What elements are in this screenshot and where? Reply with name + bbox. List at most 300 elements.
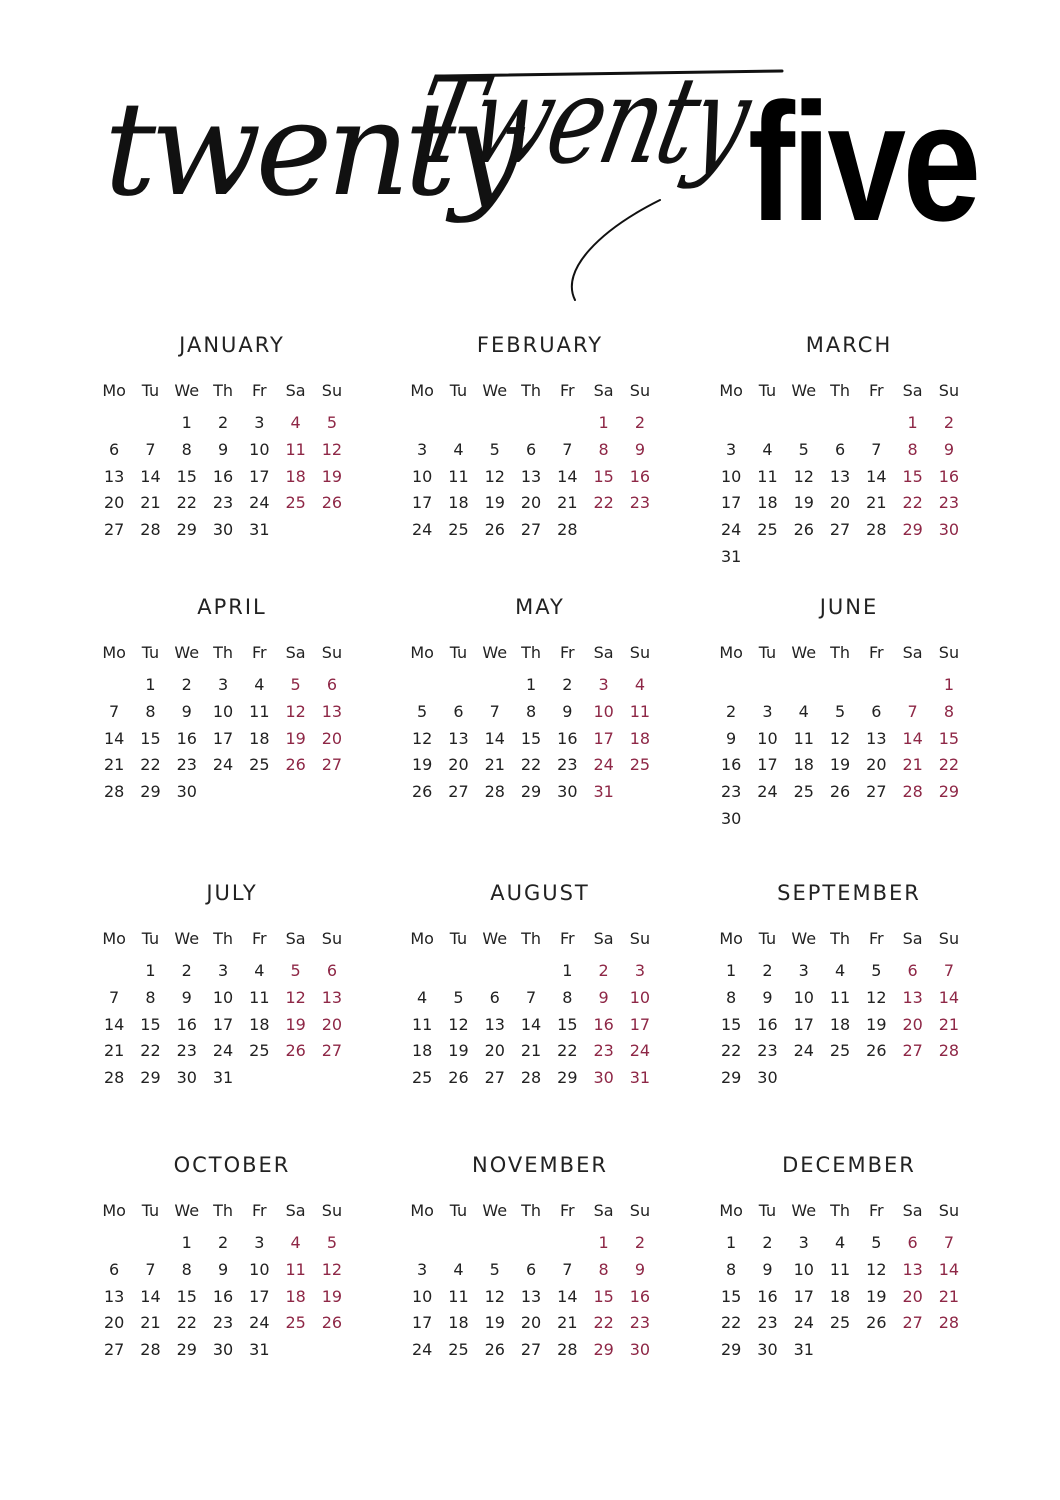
day-cell: 27 bbox=[448, 782, 469, 802]
weekend-day-cell: 6 bbox=[326, 675, 338, 694]
weekend-day-cell: 5 bbox=[290, 961, 301, 980]
weekend-day-cell: 21 bbox=[938, 1286, 960, 1306]
weekend-day-cell: 6 bbox=[326, 961, 338, 980]
day-cell: 30 bbox=[557, 782, 578, 802]
day-cell: 30 bbox=[176, 1068, 197, 1088]
day-cell: 26 bbox=[448, 1068, 469, 1088]
day-cell: 10 bbox=[249, 439, 270, 459]
empty-day-cell bbox=[404, 958, 440, 985]
day-cell: 26 bbox=[793, 520, 814, 540]
day-cell: 8 bbox=[726, 1259, 737, 1279]
day-cell: 30 bbox=[720, 808, 742, 828]
day-cell: 15 bbox=[720, 1286, 742, 1306]
weekend-day-cell: 16 bbox=[629, 1286, 651, 1306]
weekday-header: Sa bbox=[285, 929, 306, 948]
weekend-day-cell: 9 bbox=[598, 987, 609, 1007]
weekend-day-cell: 30 bbox=[938, 520, 960, 540]
day-cell: 14 bbox=[520, 1014, 542, 1034]
day-cell: 12 bbox=[866, 987, 887, 1007]
weekday-header: Th bbox=[830, 643, 850, 662]
weekday-header: Tu bbox=[449, 381, 468, 400]
weekend-day-cell: 11 bbox=[285, 439, 306, 459]
month-may bbox=[404, 592, 676, 806]
weekend-day-cell: 2 bbox=[634, 1233, 646, 1252]
day-cell: 9 bbox=[181, 987, 192, 1007]
day-grid bbox=[713, 958, 985, 1092]
empty-day-cell bbox=[477, 672, 513, 699]
day-cell: 3 bbox=[798, 961, 809, 980]
day-cell: 11 bbox=[829, 987, 851, 1007]
weekday-header: Su bbox=[321, 381, 343, 400]
weekend-day-cell: 16 bbox=[593, 1014, 614, 1034]
day-cell: 13 bbox=[103, 466, 125, 486]
weekend-day-cell: 9 bbox=[634, 439, 646, 459]
day-cell: 19 bbox=[484, 1313, 505, 1333]
weekend-day-cell: 22 bbox=[593, 493, 614, 513]
weekend-day-cell: 19 bbox=[321, 1286, 343, 1306]
weekday-header: We bbox=[174, 929, 200, 948]
day-cell: 9 bbox=[217, 439, 229, 459]
weekend-day-cell: 11 bbox=[285, 1259, 306, 1279]
empty-day-cell bbox=[404, 410, 440, 437]
day-grid bbox=[713, 1230, 985, 1364]
weekday-header: We bbox=[791, 381, 817, 400]
day-cell: 13 bbox=[520, 1286, 542, 1306]
weekend-day-cell: 8 bbox=[943, 701, 955, 721]
day-cell: 7 bbox=[145, 439, 156, 459]
day-cell: 7 bbox=[489, 701, 500, 721]
day-cell: 23 bbox=[757, 1313, 778, 1333]
day-cell: 6 bbox=[834, 439, 846, 459]
day-cell: 25 bbox=[829, 1041, 851, 1061]
day-grid bbox=[404, 672, 676, 806]
weekday-header: Th bbox=[521, 929, 541, 948]
day-cell: 11 bbox=[448, 1286, 469, 1306]
weekday-header-row bbox=[96, 640, 368, 666]
weekday-header: Fr bbox=[560, 643, 575, 662]
day-cell: 24 bbox=[793, 1041, 814, 1061]
day-cell: 21 bbox=[557, 493, 578, 513]
month-june bbox=[713, 592, 985, 833]
weekend-day-cell: 7 bbox=[943, 961, 955, 980]
weekday-header-row bbox=[713, 640, 985, 666]
day-cell: 9 bbox=[562, 701, 573, 721]
day-cell: 29 bbox=[720, 1340, 742, 1360]
weekend-day-cell: 28 bbox=[902, 782, 923, 802]
weekend-day-cell: 18 bbox=[629, 728, 651, 748]
weekend-day-cell: 30 bbox=[629, 1340, 651, 1360]
day-cell: 25 bbox=[829, 1313, 851, 1333]
month-name: JUNE bbox=[819, 595, 879, 619]
weekend-day-cell: 13 bbox=[321, 701, 343, 721]
day-cell: 1 bbox=[181, 1233, 192, 1252]
day-cell: 4 bbox=[453, 1259, 464, 1279]
empty-day-cell bbox=[749, 672, 785, 699]
day-cell: 9 bbox=[217, 1259, 229, 1279]
day-cell: 2 bbox=[726, 701, 737, 721]
day-cell: 4 bbox=[834, 961, 846, 980]
day-cell: 20 bbox=[866, 755, 887, 775]
day-cell: 23 bbox=[212, 1313, 234, 1333]
weekday-header-row bbox=[404, 926, 676, 952]
weekend-day-cell: 9 bbox=[634, 1259, 646, 1279]
day-cell: 22 bbox=[520, 755, 542, 775]
day-grid bbox=[96, 958, 368, 1092]
weekday-header: Th bbox=[213, 381, 233, 400]
day-cell: 30 bbox=[212, 1340, 234, 1360]
day-grid bbox=[96, 410, 368, 544]
weekend-day-cell: 3 bbox=[598, 675, 609, 694]
day-cell: 18 bbox=[448, 1313, 469, 1333]
day-cell: 15 bbox=[140, 1014, 161, 1034]
day-cell: 23 bbox=[557, 755, 578, 775]
weekday-header: We bbox=[174, 643, 200, 662]
weekday-header: Mo bbox=[410, 929, 434, 948]
day-cell: 29 bbox=[176, 1340, 197, 1360]
weekend-day-cell: 22 bbox=[902, 493, 923, 513]
day-cell: 3 bbox=[217, 961, 229, 980]
empty-day-cell bbox=[132, 410, 168, 437]
month-september bbox=[713, 878, 985, 1092]
empty-day-cell bbox=[404, 1230, 440, 1257]
weekend-day-cell: 26 bbox=[321, 1313, 343, 1333]
weekday-header: Tu bbox=[449, 1201, 468, 1220]
day-cell: 6 bbox=[109, 1259, 120, 1279]
weekday-header: Mo bbox=[102, 1201, 126, 1220]
weekend-day-cell: 27 bbox=[902, 1313, 923, 1333]
weekday-header: Tu bbox=[141, 1201, 160, 1220]
day-cell: 7 bbox=[145, 1259, 156, 1279]
weekday-header: Mo bbox=[102, 929, 126, 948]
day-cell: 16 bbox=[176, 1014, 197, 1034]
month-name: JULY bbox=[206, 881, 258, 905]
day-cell: 16 bbox=[176, 728, 197, 748]
day-cell: 20 bbox=[484, 1041, 505, 1061]
day-cell: 5 bbox=[798, 439, 809, 459]
day-cell: 26 bbox=[484, 520, 505, 540]
weekday-header-row bbox=[96, 926, 368, 952]
weekday-header: Su bbox=[938, 929, 960, 948]
day-cell: 19 bbox=[411, 755, 433, 775]
weekday-header: Sa bbox=[285, 643, 306, 662]
day-cell: 3 bbox=[254, 413, 265, 432]
day-cell: 16 bbox=[720, 755, 742, 775]
empty-day-cell bbox=[786, 410, 822, 437]
day-cell: 17 bbox=[411, 493, 433, 513]
day-cell: 25 bbox=[249, 755, 270, 775]
day-cell: 10 bbox=[720, 466, 742, 486]
empty-day-cell bbox=[786, 672, 822, 699]
weekday-header-row bbox=[713, 378, 985, 404]
empty-day-cell bbox=[549, 410, 585, 437]
weekend-day-cell: 20 bbox=[902, 1286, 923, 1306]
weekend-day-cell: 20 bbox=[321, 1014, 343, 1034]
weekend-day-cell: 1 bbox=[598, 1233, 609, 1252]
weekend-day-cell: 24 bbox=[593, 755, 614, 775]
day-cell: 6 bbox=[489, 987, 500, 1007]
weekday-header: Tu bbox=[758, 381, 777, 400]
month-name: JANUARY bbox=[179, 333, 285, 357]
day-cell: 17 bbox=[720, 493, 742, 513]
day-cell: 31 bbox=[249, 520, 270, 540]
day-cell: 18 bbox=[829, 1014, 851, 1034]
weekday-header: Fr bbox=[869, 643, 884, 662]
day-cell: 10 bbox=[411, 466, 433, 486]
day-cell: 12 bbox=[448, 1014, 469, 1034]
day-cell: 11 bbox=[411, 1014, 433, 1034]
day-cell: 4 bbox=[453, 439, 464, 459]
day-cell: 1 bbox=[525, 675, 537, 694]
weekend-day-cell: 13 bbox=[902, 987, 923, 1007]
day-cell: 14 bbox=[557, 466, 578, 486]
month-name: NOVEMBER bbox=[472, 1153, 608, 1177]
day-cell: 5 bbox=[417, 701, 428, 721]
day-grid bbox=[96, 672, 368, 806]
weekend-day-cell: 25 bbox=[285, 1313, 306, 1333]
day-cell: 8 bbox=[726, 987, 737, 1007]
day-cell: 27 bbox=[520, 520, 542, 540]
day-cell: 13 bbox=[520, 466, 542, 486]
empty-day-cell bbox=[749, 410, 785, 437]
empty-day-cell bbox=[477, 410, 513, 437]
day-cell: 10 bbox=[757, 728, 778, 748]
day-cell: 31 bbox=[720, 546, 742, 566]
day-cell: 22 bbox=[557, 1041, 578, 1061]
weekday-header: Mo bbox=[719, 643, 743, 662]
day-cell: 18 bbox=[829, 1286, 851, 1306]
day-cell: 7 bbox=[871, 439, 882, 459]
day-cell: 16 bbox=[757, 1286, 778, 1306]
month-april bbox=[96, 592, 368, 806]
weekday-header: Tu bbox=[449, 929, 468, 948]
day-cell: 10 bbox=[212, 987, 234, 1007]
weekend-day-cell: 15 bbox=[938, 728, 960, 748]
weekday-header: Sa bbox=[593, 643, 614, 662]
day-cell: 23 bbox=[720, 782, 742, 802]
empty-day-cell bbox=[822, 672, 858, 699]
weekend-day-cell: 26 bbox=[285, 755, 306, 775]
day-cell: 8 bbox=[525, 701, 537, 721]
day-cell: 11 bbox=[249, 701, 270, 721]
day-grid bbox=[96, 1230, 368, 1364]
day-cell: 17 bbox=[411, 1313, 433, 1333]
day-cell: 20 bbox=[103, 1313, 125, 1333]
weekday-header: Mo bbox=[410, 1201, 434, 1220]
weekend-day-cell: 23 bbox=[938, 493, 960, 513]
weekday-header: Sa bbox=[593, 929, 614, 948]
day-cell: 2 bbox=[217, 413, 229, 432]
empty-day-cell bbox=[713, 410, 749, 437]
day-cell: 28 bbox=[557, 520, 578, 540]
day-cell: 21 bbox=[557, 1313, 578, 1333]
weekend-day-cell: 26 bbox=[285, 1041, 306, 1061]
weekday-header: Th bbox=[521, 643, 541, 662]
weekend-day-cell: 5 bbox=[290, 675, 301, 694]
day-cell: 14 bbox=[140, 466, 161, 486]
weekend-day-cell: 15 bbox=[902, 466, 923, 486]
day-cell: 21 bbox=[140, 493, 161, 513]
weekday-header: Su bbox=[629, 1201, 651, 1220]
weekday-header: Tu bbox=[141, 929, 160, 948]
day-cell: 17 bbox=[793, 1014, 814, 1034]
day-cell: 27 bbox=[520, 1340, 542, 1360]
day-cell: 6 bbox=[453, 701, 464, 721]
weekday-header-row bbox=[713, 926, 985, 952]
weekend-day-cell: 2 bbox=[634, 413, 646, 432]
day-cell: 18 bbox=[793, 755, 814, 775]
day-cell: 13 bbox=[103, 1286, 125, 1306]
weekend-day-cell: 15 bbox=[593, 466, 614, 486]
day-cell: 27 bbox=[103, 1340, 125, 1360]
day-cell: 14 bbox=[557, 1286, 578, 1306]
day-cell: 24 bbox=[411, 1340, 433, 1360]
month-name: APRIL bbox=[197, 595, 267, 619]
day-cell: 17 bbox=[249, 466, 270, 486]
day-cell: 6 bbox=[871, 701, 882, 721]
weekend-day-cell: 31 bbox=[593, 782, 614, 802]
weekend-day-cell: 23 bbox=[629, 493, 651, 513]
weekend-day-cell: 17 bbox=[593, 728, 614, 748]
day-cell: 10 bbox=[411, 1286, 433, 1306]
weekend-day-cell: 14 bbox=[938, 987, 960, 1007]
day-cell: 22 bbox=[176, 1313, 197, 1333]
weekday-header: Fr bbox=[252, 381, 267, 400]
title-word-five: five bbox=[748, 68, 978, 256]
day-grid bbox=[404, 1230, 676, 1364]
day-cell: 18 bbox=[448, 493, 469, 513]
weekday-header: Th bbox=[830, 1201, 850, 1220]
day-cell: 21 bbox=[866, 493, 887, 513]
weekday-header: Su bbox=[629, 381, 651, 400]
weekday-header: Su bbox=[629, 929, 651, 948]
month-october bbox=[96, 1150, 368, 1364]
weekend-day-cell: 19 bbox=[321, 466, 343, 486]
day-cell: 30 bbox=[757, 1340, 778, 1360]
day-cell: 9 bbox=[762, 987, 773, 1007]
weekday-header: Sa bbox=[902, 643, 923, 662]
day-cell: 1 bbox=[562, 961, 573, 980]
weekday-header: Mo bbox=[102, 643, 126, 662]
day-cell: 12 bbox=[484, 1286, 505, 1306]
weekend-day-cell: 14 bbox=[902, 728, 923, 748]
weekend-day-cell: 1 bbox=[907, 413, 918, 432]
day-cell: 22 bbox=[720, 1041, 742, 1061]
weekday-header-row bbox=[404, 640, 676, 666]
day-cell: 28 bbox=[520, 1068, 542, 1088]
empty-day-cell bbox=[549, 1230, 585, 1257]
day-cell: 16 bbox=[212, 1286, 234, 1306]
day-cell: 1 bbox=[726, 961, 737, 980]
weekend-day-cell: 28 bbox=[938, 1313, 960, 1333]
day-cell: 4 bbox=[798, 701, 809, 721]
weekday-header-row bbox=[404, 1198, 676, 1224]
day-cell: 4 bbox=[417, 987, 428, 1007]
day-cell: 20 bbox=[448, 755, 469, 775]
weekday-header: Sa bbox=[593, 1201, 614, 1220]
weekday-header: Su bbox=[629, 643, 651, 662]
weekday-header-row bbox=[713, 1198, 985, 1224]
weekend-day-cell: 30 bbox=[593, 1068, 614, 1088]
weekday-header-row bbox=[96, 378, 368, 404]
empty-day-cell bbox=[96, 672, 132, 699]
weekday-header: Th bbox=[521, 381, 541, 400]
day-cell: 1 bbox=[181, 413, 192, 432]
weekend-day-cell: 27 bbox=[321, 1041, 343, 1061]
day-cell: 2 bbox=[181, 675, 192, 694]
day-cell: 31 bbox=[793, 1340, 814, 1360]
weekend-day-cell: 4 bbox=[290, 1233, 301, 1252]
day-cell: 23 bbox=[176, 1041, 197, 1061]
empty-day-cell bbox=[822, 410, 858, 437]
weekday-header: Fr bbox=[560, 929, 575, 948]
day-cell: 14 bbox=[103, 728, 125, 748]
weekday-header: Th bbox=[213, 643, 233, 662]
weekend-day-cell: 27 bbox=[321, 755, 343, 775]
day-cell: 15 bbox=[720, 1014, 742, 1034]
weekday-header: Fr bbox=[869, 929, 884, 948]
day-cell: 8 bbox=[562, 987, 573, 1007]
day-cell: 23 bbox=[757, 1041, 778, 1061]
day-cell: 13 bbox=[829, 466, 851, 486]
weekday-header: Sa bbox=[285, 381, 306, 400]
day-cell: 20 bbox=[829, 493, 851, 513]
weekend-day-cell: 21 bbox=[902, 755, 923, 775]
day-cell: 17 bbox=[212, 1014, 234, 1034]
day-cell: 15 bbox=[176, 1286, 197, 1306]
weekend-day-cell: 6 bbox=[907, 1233, 918, 1252]
day-cell: 1 bbox=[145, 675, 156, 694]
weekday-header: Tu bbox=[758, 1201, 777, 1220]
title-word-twenty-script: Twenty bbox=[402, 52, 759, 191]
empty-day-cell bbox=[404, 672, 440, 699]
day-cell: 9 bbox=[181, 701, 192, 721]
day-cell: 24 bbox=[212, 1041, 234, 1061]
day-cell: 10 bbox=[793, 987, 814, 1007]
title-word-twenty: twenty bbox=[104, 73, 518, 225]
day-cell: 19 bbox=[793, 493, 814, 513]
month-name: SEPTEMBER bbox=[777, 881, 921, 905]
day-cell: 24 bbox=[757, 782, 778, 802]
day-cell: 10 bbox=[249, 1259, 270, 1279]
weekend-day-cell: 21 bbox=[938, 1014, 960, 1034]
weekday-header: Sa bbox=[902, 381, 923, 400]
day-cell: 14 bbox=[103, 1014, 125, 1034]
day-cell: 27 bbox=[484, 1068, 505, 1088]
day-cell: 20 bbox=[520, 493, 542, 513]
weekday-header: Fr bbox=[560, 381, 575, 400]
weekday-header: Mo bbox=[719, 929, 743, 948]
weekend-day-cell: 26 bbox=[321, 493, 343, 513]
day-cell: 5 bbox=[871, 961, 882, 980]
day-cell: 19 bbox=[448, 1041, 469, 1061]
month-name: FEBRUARY bbox=[476, 333, 604, 357]
day-cell: 23 bbox=[212, 493, 234, 513]
day-cell: 29 bbox=[176, 520, 197, 540]
month-name: OCTOBER bbox=[173, 1153, 291, 1177]
weekday-header: Th bbox=[521, 1201, 541, 1220]
day-cell: 22 bbox=[140, 1041, 161, 1061]
weekday-header: Fr bbox=[252, 1201, 267, 1220]
day-cell: 2 bbox=[562, 675, 573, 694]
weekday-header-row bbox=[96, 1198, 368, 1224]
weekday-header: We bbox=[174, 1201, 200, 1220]
weekend-day-cell: 12 bbox=[285, 701, 306, 721]
weekend-day-cell: 22 bbox=[593, 1313, 614, 1333]
day-cell: 15 bbox=[557, 1014, 578, 1034]
day-cell: 3 bbox=[762, 701, 773, 721]
weekday-header: Tu bbox=[758, 643, 777, 662]
weekend-day-cell: 16 bbox=[938, 466, 960, 486]
